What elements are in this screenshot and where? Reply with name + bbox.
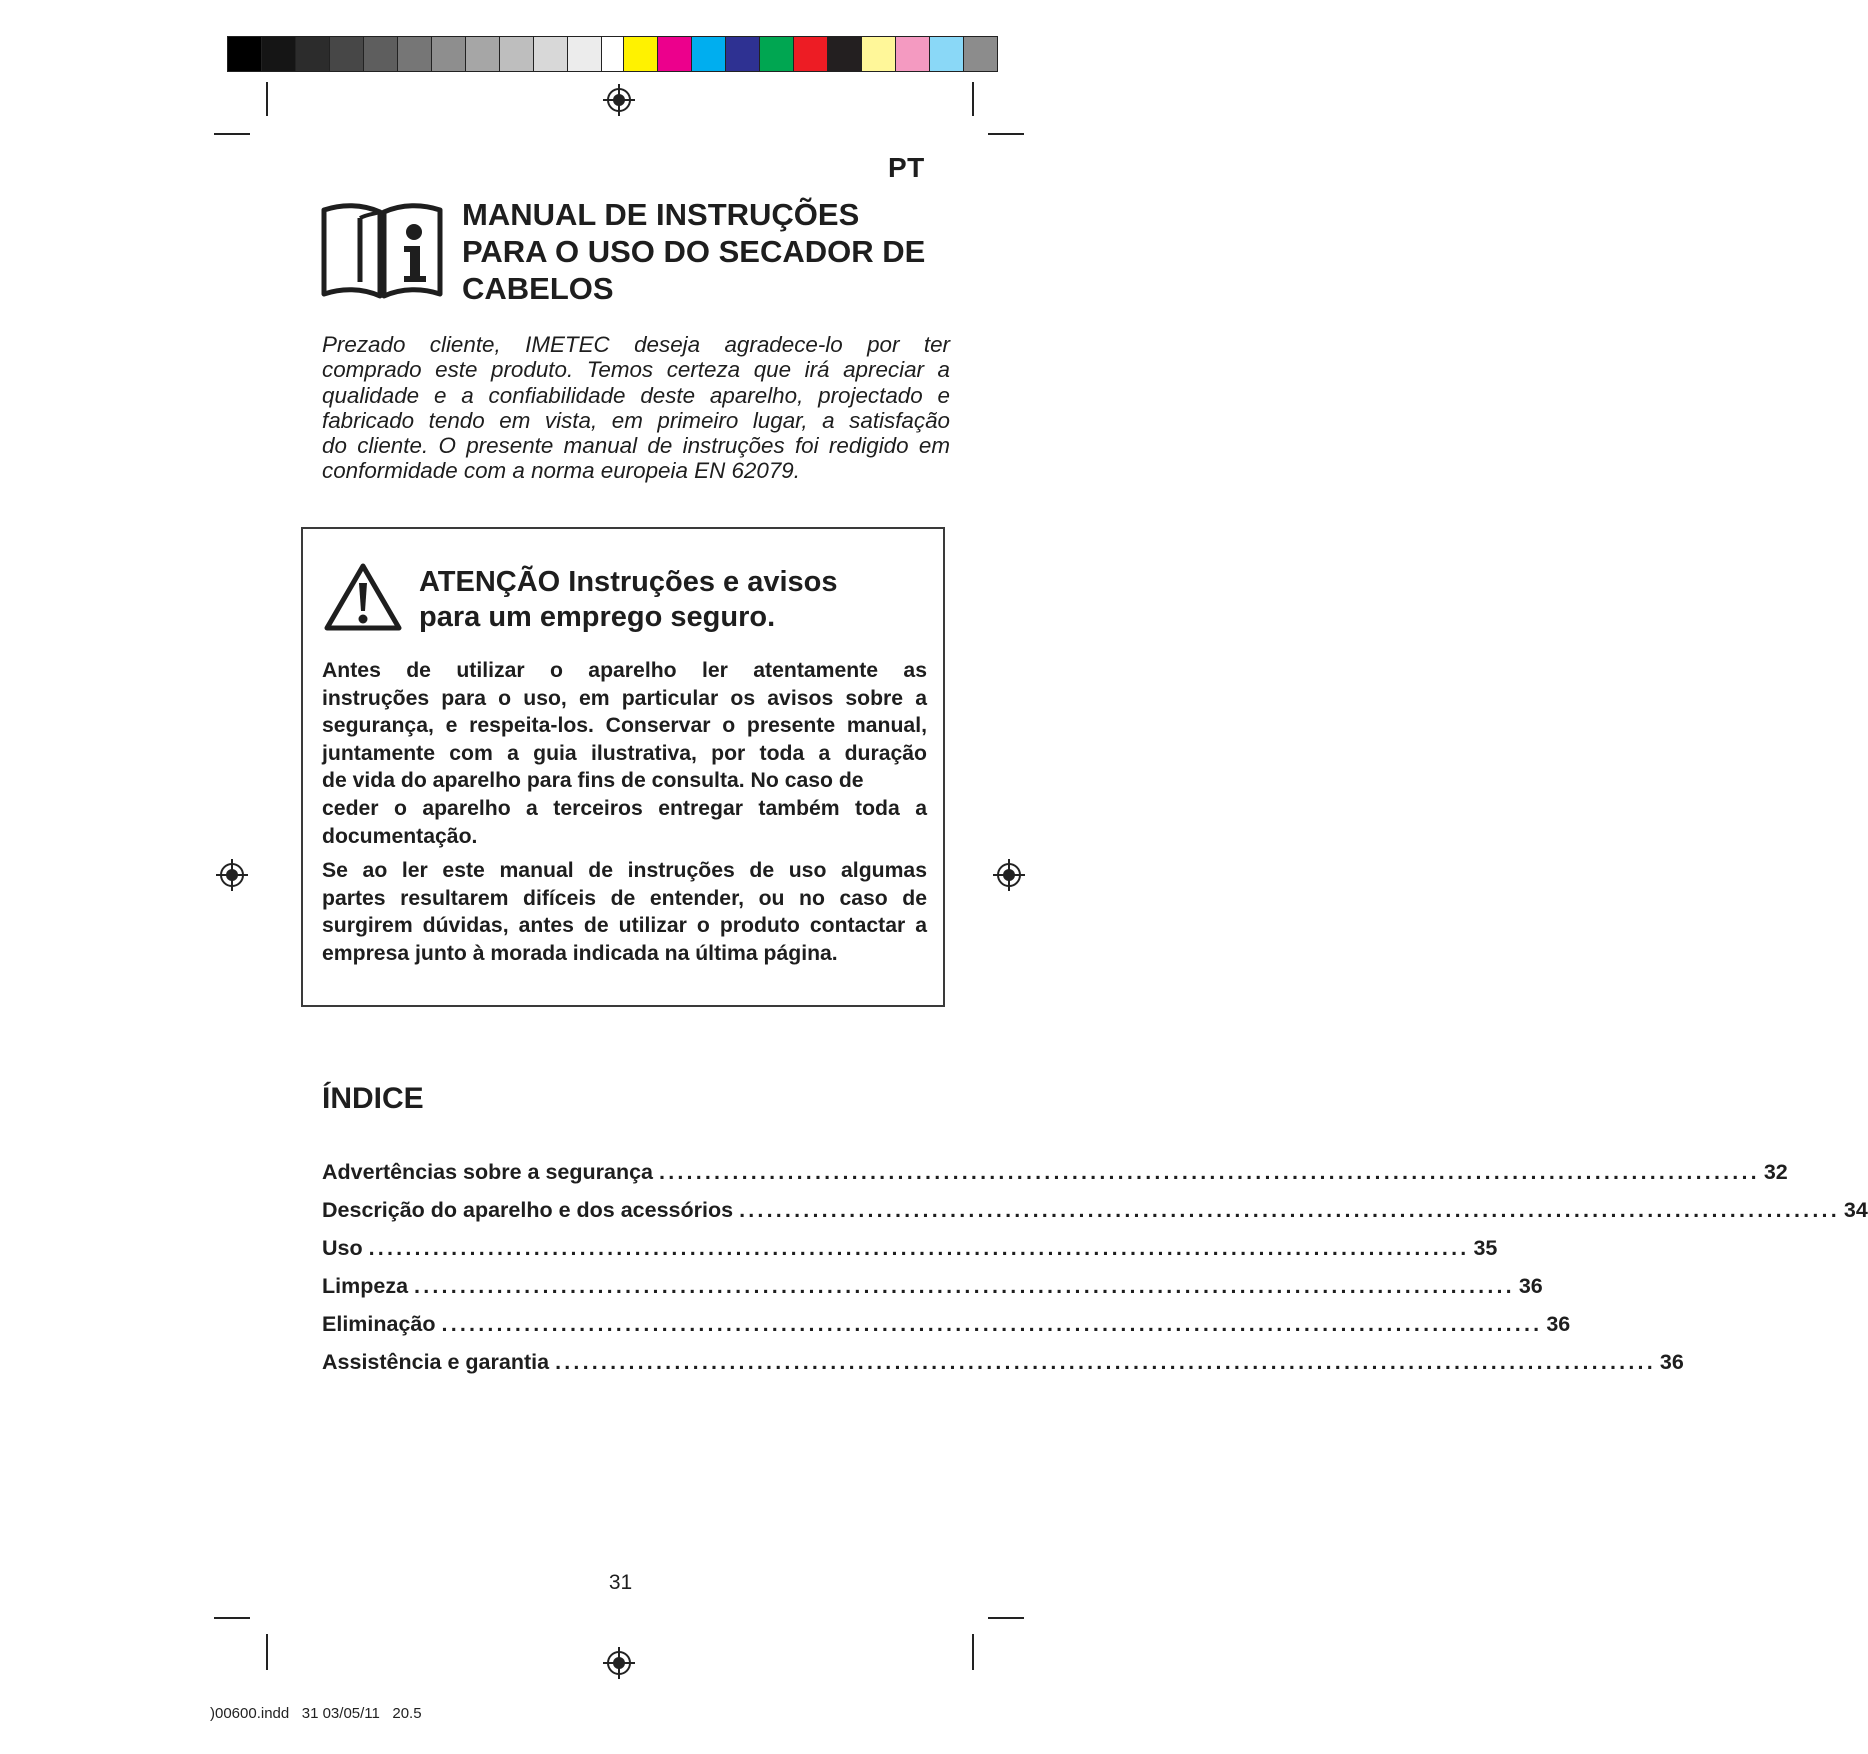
- warning-title-line: para um emprego seguro.: [419, 601, 776, 633]
- intro-line: Prezado cliente, IMETEC deseja agradece-lo por ter: [322, 332, 950, 357]
- title-line: PARA O USO DO SECADOR DE: [462, 234, 926, 269]
- toc-entry[interactable]: [322, 1312, 1571, 1350]
- color-swatch: [261, 36, 296, 72]
- warning-paragraph: [322, 857, 927, 967]
- intro-paragraph: [322, 332, 950, 484]
- color-swatch: [295, 36, 330, 72]
- color-swatch: [397, 36, 432, 72]
- crop-mark: [266, 1634, 268, 1670]
- color-swatch: [465, 36, 500, 72]
- toc-leader-dots: ........................................................................................................................: [739, 1198, 1840, 1222]
- warning-title-line: ATENÇÃO Instruções e avisos: [419, 566, 838, 598]
- warning-line: Se ao ler este manual de instruções de uso algumas: [322, 859, 927, 882]
- toc-entry-label: Descrição do aparelho e dos acessórios: [322, 1198, 734, 1222]
- warning-line: ceder o aparelho a terceiros entregar também toda a: [322, 796, 927, 820]
- toc-entry-label: Uso: [322, 1236, 363, 1260]
- title-line: MANUAL DE INSTRUÇÕES: [462, 197, 860, 232]
- toc-entry-label: Limpeza: [322, 1274, 409, 1298]
- color-swatch: [861, 36, 896, 72]
- color-swatch: [895, 36, 930, 72]
- color-swatch: [827, 36, 862, 72]
- color-swatch: [329, 36, 364, 72]
- toc-entry-page: 36: [1546, 1312, 1571, 1336]
- warning-paragraph: [322, 657, 927, 850]
- color-swatch: [759, 36, 794, 72]
- color-swatch: [691, 36, 726, 72]
- crop-mark: [988, 133, 1024, 135]
- warning-line: juntamente com a guia ilustrativa, por toda a duração: [322, 741, 927, 765]
- color-swatch: [657, 36, 692, 72]
- toc-entry-page: 36: [1659, 1350, 1684, 1374]
- color-swatch: [567, 36, 602, 72]
- index-heading: ÍNDICE: [322, 1082, 424, 1115]
- toc-entry-label: Eliminação: [322, 1312, 436, 1336]
- title-line: CABELOS: [462, 271, 614, 306]
- print-slug: )00600.indd 31 03/05/11 20.5: [210, 1705, 422, 1722]
- toc-entry-page: 32: [1763, 1160, 1788, 1184]
- color-swatch: [929, 36, 964, 72]
- warning-line: documentação.: [322, 824, 478, 848]
- warning-line: instruções para o uso, em particular os avisos sobre a: [322, 686, 927, 710]
- color-swatch: [793, 36, 828, 72]
- intro-line: do cliente. O presente manual de instruções foi redigido em: [322, 433, 950, 459]
- warning-triangle-icon: [323, 561, 403, 633]
- toc-leader-dots: ........................................................................................................................: [659, 1160, 1760, 1184]
- warning-line: segurança, e respeita-los. Conservar o presente manual,: [322, 714, 927, 738]
- toc-entry-page: 36: [1518, 1274, 1543, 1298]
- warning-line: empresa junto à morada indicada na última página.: [322, 941, 838, 965]
- toc-entry[interactable]: [322, 1160, 1788, 1198]
- intro-line: comprado este produto. Temos certeza que irá apreciar a: [322, 357, 950, 383]
- toc-entry-page: 34: [1843, 1198, 1868, 1222]
- safety-warning-box: [301, 527, 945, 1007]
- crop-mark: [972, 1634, 974, 1670]
- language-code: PT: [888, 152, 925, 183]
- process-color-bar: [623, 36, 997, 74]
- crop-mark: [266, 82, 268, 116]
- color-swatch: [725, 36, 760, 72]
- color-swatch: [623, 36, 658, 72]
- toc-entry[interactable]: [322, 1198, 1868, 1236]
- registration-mark-icon: [602, 1646, 636, 1680]
- intro-line: fabricado tendo em vista, em primeiro lugar, a satisfação: [322, 407, 950, 433]
- warning-title: [419, 565, 919, 635]
- page-number: 31: [608, 1571, 633, 1594]
- toc-entry-label: Advertências sobre a segurança: [322, 1160, 654, 1184]
- intro-line: conformidade com a norma europeia EN 62079.: [322, 458, 800, 484]
- toc-leader-dots: ........................................................................................................................: [414, 1274, 1515, 1298]
- color-swatch: [499, 36, 534, 72]
- toc-leader-dots: ........................................................................................................................: [555, 1350, 1656, 1374]
- toc-entry[interactable]: [322, 1350, 1684, 1388]
- registration-mark-icon: [992, 858, 1026, 892]
- registration-mark-icon: [602, 83, 636, 117]
- color-swatch: [963, 36, 998, 72]
- crop-mark: [988, 1617, 1024, 1619]
- crop-mark: [214, 133, 250, 135]
- instruction-manual-icon: [320, 202, 444, 300]
- table-of-contents: [322, 1160, 1868, 1388]
- toc-entry[interactable]: [322, 1274, 1543, 1312]
- warning-line: surgirem dúvidas, antes de utilizar o produto contactar a: [322, 914, 927, 938]
- color-swatch: [363, 36, 398, 72]
- color-swatch: [227, 36, 262, 72]
- grayscale-color-bar: [227, 36, 635, 74]
- toc-leader-dots: ........................................................................................................................: [368, 1236, 1470, 1260]
- warning-line: de vida do aparelho para fins de consulta. No caso de: [322, 769, 864, 793]
- document-title: [462, 196, 932, 307]
- intro-line: qualidade e a confiabilidade deste aparelho, projectado e: [322, 382, 950, 408]
- toc-leader-dots: ........................................................................................................................: [441, 1312, 1543, 1336]
- toc-entry-label: Assistência e garantia: [322, 1350, 550, 1374]
- crop-mark: [972, 82, 974, 116]
- registration-mark-icon: [215, 858, 249, 892]
- color-swatch: [533, 36, 568, 72]
- toc-entry[interactable]: [322, 1236, 1498, 1274]
- color-swatch: [431, 36, 466, 72]
- crop-mark: [214, 1617, 250, 1619]
- warning-line: Antes de utilizar o aparelho ler atentamente as: [322, 659, 927, 682]
- warning-line: partes resultarem difíceis de entender, ou no caso de: [322, 886, 927, 910]
- toc-entry-page: 35: [1473, 1236, 1498, 1260]
